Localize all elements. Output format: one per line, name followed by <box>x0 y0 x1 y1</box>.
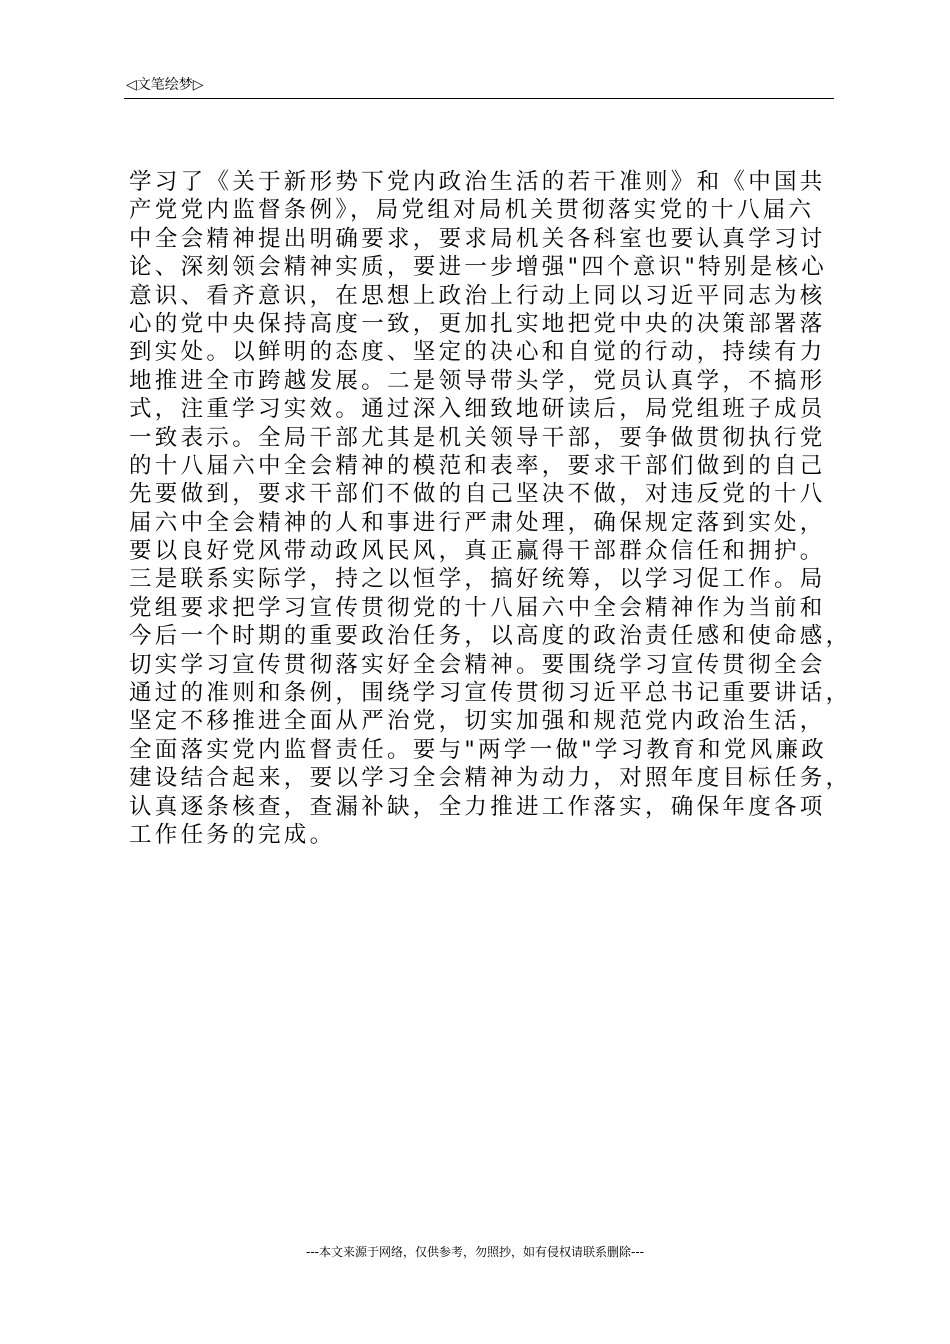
body-line: 先要做到，要求干部们不做的自己坚决不做，对违反党的十八 <box>129 481 826 508</box>
body-line: 三是联系实际学，持之以恒学，搞好统筹，以学习促工作。局 <box>129 566 826 593</box>
body-line: 今后一个时期的重要政治任务，以高度的政治责任感和使命感， <box>129 623 852 650</box>
body-line: 通过的准则和条例，围绕学习宣传贯彻习近平总书记重要讲话， <box>129 680 852 707</box>
body-line: 建设结合起来，要以学习全会精神为动力，对照年度目标任务， <box>129 765 852 792</box>
body-line: 心的党中央保持高度一致，更加扎实地把党中央的决策部署落 <box>129 310 826 337</box>
body-line: 中全会精神提出明确要求，要求局机关各科室也要认真学习讨 <box>129 225 826 252</box>
body-line: 党组要求把学习宣传贯彻党的十八届六中全会精神作为当前和 <box>129 594 826 621</box>
body-line: 式，注重学习实效。通过深入细致地研读后，局党组班子成员 <box>129 396 826 423</box>
body-line: 工作任务的完成。 <box>129 821 336 848</box>
body-line: 论、深刻领会精神实质，要进一步增强"四个意识"特别是核心 <box>129 254 828 281</box>
body-line: 的十八届六中全会精神的模范和表率，要求干部们做到的自己 <box>129 452 826 479</box>
page-footer <box>0 1244 950 1260</box>
document-body <box>129 168 852 849</box>
body-line: 坚定不移推进全面从严治党，切实加强和规范党内政治生活， <box>129 708 826 735</box>
body-line: 到实处。以鲜明的态度、坚定的决心和自觉的行动，持续有力 <box>129 339 826 366</box>
body-line: 要以良好党风带动政风民风，真正赢得干部群众信任和拥护。 <box>129 538 826 565</box>
body-line: 地推进全市跨越发展。二是领导带头学，党员认真学，不搞形 <box>129 367 826 394</box>
body-line: 认真逐条核查，查漏补缺，全力推进工作落实，确保年度各项 <box>129 793 826 820</box>
body-line: 全面落实党内监督责任。要与"两学一做"学习教育和党风廉政 <box>129 736 828 763</box>
page-header <box>124 74 834 99</box>
body-line: 产党党内监督条例》，局党组对局机关贯彻落实党的十八届六 <box>129 197 815 224</box>
body-line: 届六中全会精神的人和事进行严肃处理，确保规定落到实处， <box>129 509 826 536</box>
header-title: ◁文笔绘梦▷ <box>126 77 204 93</box>
body-line: 意识、看齐意识，在思想上政治上行动上同以习近平同志为核 <box>129 282 826 309</box>
footer-disclaimer: ---本文来源于网络，仅供参考，勿照抄，如有侵权请联系删除--- <box>306 1245 644 1259</box>
body-line: 一致表示。全局干部尤其是机关领导干部，要争做贯彻执行党 <box>129 424 826 451</box>
body-line: 学习了《关于新形势下党内政治生活的若干准则》和《中国共 <box>129 169 826 195</box>
body-line: 切实学习宣传贯彻落实好全会精神。要围绕学习宣传贯彻全会 <box>129 651 826 678</box>
